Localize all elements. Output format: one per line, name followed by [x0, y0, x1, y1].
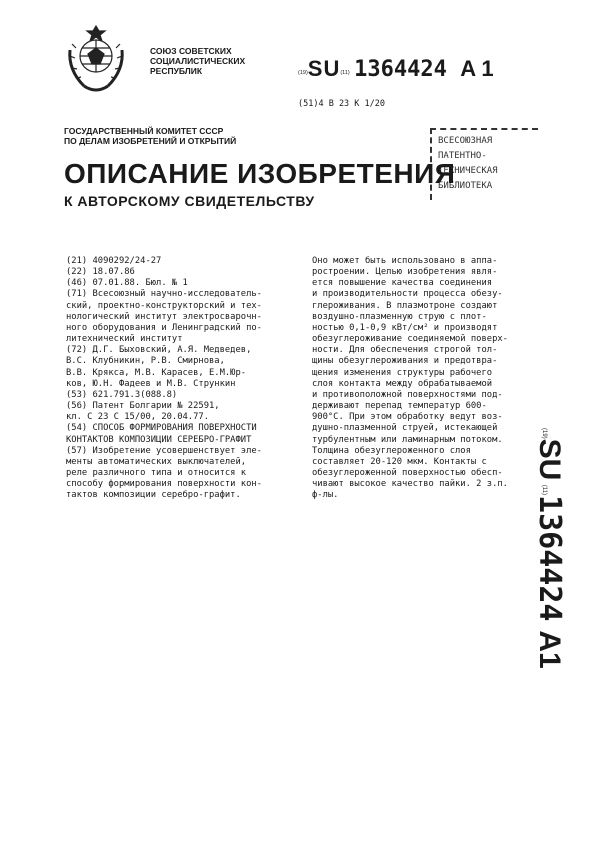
patent-number: 1364424 — [532, 495, 567, 622]
abstract-line: турбулентным или ламинарным потоком. — [312, 434, 503, 445]
country-name — [150, 46, 245, 76]
abstract-line: щения изменения структуры рабочего — [312, 367, 493, 378]
abstract-line: щины обезуглероживания и предотвра- — [312, 356, 498, 367]
ipc-classification: (51)4 В 23 К 1/20 — [298, 99, 385, 109]
ussr-emblem — [62, 20, 130, 96]
abstract-line: и производительности процесса обезу- — [312, 289, 503, 300]
country-line: РЕСПУБЛИК — [150, 66, 203, 76]
biblio-line: (72) Д.Г. Быховский, А.Я. Медведев, — [66, 345, 252, 356]
inid-code-11: (11) — [541, 484, 547, 496]
state-committee — [64, 126, 236, 146]
inid-code-19: (19) — [298, 70, 308, 76]
kind-code: A1 — [533, 630, 566, 669]
biblio-line: (53) 621.791.3(088.8) — [66, 389, 178, 400]
abstract-line: держивают перепад температур 600- — [312, 401, 487, 412]
abstract-line: Оно может быть использовано в аппа- — [312, 256, 498, 266]
abstract-text — [312, 256, 526, 501]
biblio-line: ного оборудования и Ленинградский по- — [66, 322, 262, 333]
kind-code: A 1 — [460, 56, 494, 81]
biblio-line: В.С. Клубникин, Р.В. Смирнова, — [66, 356, 225, 367]
abstract-line: и противоположной поверхностями под- — [312, 389, 503, 400]
document-title: ОПИСАНИЕ ИЗОБРЕТЕНИЯ — [64, 158, 456, 189]
biblio-line: ский, проектно-конструкторский и тех- — [66, 300, 262, 311]
biblio-line: литехнический институт — [66, 334, 183, 345]
biblio-line: (71) Всесоюзный научно-исследователь- — [66, 289, 262, 300]
abstract-line: ф-лы. — [312, 490, 339, 501]
biblio-line: (46) 07.01.88. Бюл. № 1 — [66, 278, 188, 289]
vertical-publication-number — [527, 428, 567, 718]
biblio-line: тактов композиции серебро-графит. — [66, 490, 241, 501]
committee-line: ГОСУДАРСТВЕННЫЙ КОМИТЕТ СССР — [64, 126, 224, 136]
abstract-line: воздушно-плазменную струю с плот- — [312, 311, 487, 322]
abstract-line: ростроении. Целью изобретения явля- — [312, 267, 498, 278]
biblio-line: ков, Ю.Н. Фадеев и М.В. Стрункин — [66, 378, 236, 389]
abstract-line: душно-плазменной струей, истекающей — [312, 423, 498, 434]
stamp-line: БИБЛИОТЕКА — [438, 181, 493, 191]
abstract-line: обезуглероживание соединяемой поверх- — [312, 334, 508, 345]
biblio-line: менты автоматических выключателей, — [66, 456, 247, 467]
inid-code-19: (19) — [541, 428, 547, 439]
abstract-line: ется повышение качества соединения — [312, 278, 493, 289]
biblio-line: (54) СПОСОБ ФОРМИРОВАНИЯ ПОВЕРХНОСТИ — [66, 423, 257, 434]
stamp-border-top — [430, 128, 538, 130]
biblio-line: (21) 4090292/24-27 — [66, 256, 162, 266]
office-code: SU — [307, 56, 341, 81]
abstract-line: ностью 0,1-0,9 кВт/см² и производят — [312, 322, 498, 333]
bibliographic-data — [66, 256, 304, 501]
abstract-line: глероживания. В плазмотроне создают — [312, 300, 498, 311]
country-line: СОЮЗ СОВЕТСКИХ — [150, 46, 232, 56]
biblio-line: реле различного типа и относится к — [66, 467, 247, 478]
office-code: SU — [533, 438, 566, 481]
biblio-line: нологический институт электросварочн- — [66, 311, 262, 322]
abstract-line: ности. Для обеспечения строгой тол- — [312, 345, 498, 356]
stamp-line: ТЕХНИЧЕСКАЯ — [438, 166, 498, 176]
biblio-line: (57) Изобретение усовершенствует эле- — [66, 445, 262, 456]
abstract-line: слоя контакта между обрабатываемой — [312, 378, 493, 389]
country-line: СОЦИАЛИСТИЧЕСКИХ — [150, 56, 246, 66]
biblio-line: КОНТАКТОВ КОМПОЗИЦИИ СЕРЕБРО-ГРАФИТ — [66, 434, 252, 445]
biblio-line: кл. С 23 С 15/00, 20.04.77. — [66, 412, 209, 423]
committee-line: ПО ДЕЛАМ ИЗОБРЕТЕНИЙ И ОТКРЫТИЙ — [64, 136, 237, 146]
abstract-line: обезуглероженной поверхностью обесп- — [312, 467, 503, 478]
inid-code-11: (11) — [340, 70, 350, 76]
publication-number — [298, 56, 494, 82]
biblio-line: (56) Патент Болгарии № 22591, — [66, 401, 220, 412]
abstract-line: составляет 20-120 мкм. Контакты с — [312, 456, 487, 467]
abstract-line: 900°С. При этом обработку ведут воз- — [312, 412, 503, 423]
stamp-line: ПАТЕНТНО- — [438, 151, 487, 161]
patent-number: 1364424 — [354, 57, 447, 82]
stamp-line: ВСЕСОЮЗНАЯ — [438, 136, 493, 146]
biblio-line: способу формирования поверхности кон- — [66, 479, 262, 490]
biblio-line: В.В. Крякса, М.В. Карасев, Е.М.Юр- — [66, 367, 247, 378]
abstract-line: Толщина обезуглероженного слоя — [312, 445, 471, 456]
document-subtitle: К АВТОРСКОМУ СВИДЕТЕЛЬСТВУ — [64, 193, 315, 209]
abstract-line: чивают высокое качество пайки. 2 з.п. — [312, 479, 508, 490]
biblio-line: (22) 18.07.86 — [66, 267, 135, 278]
